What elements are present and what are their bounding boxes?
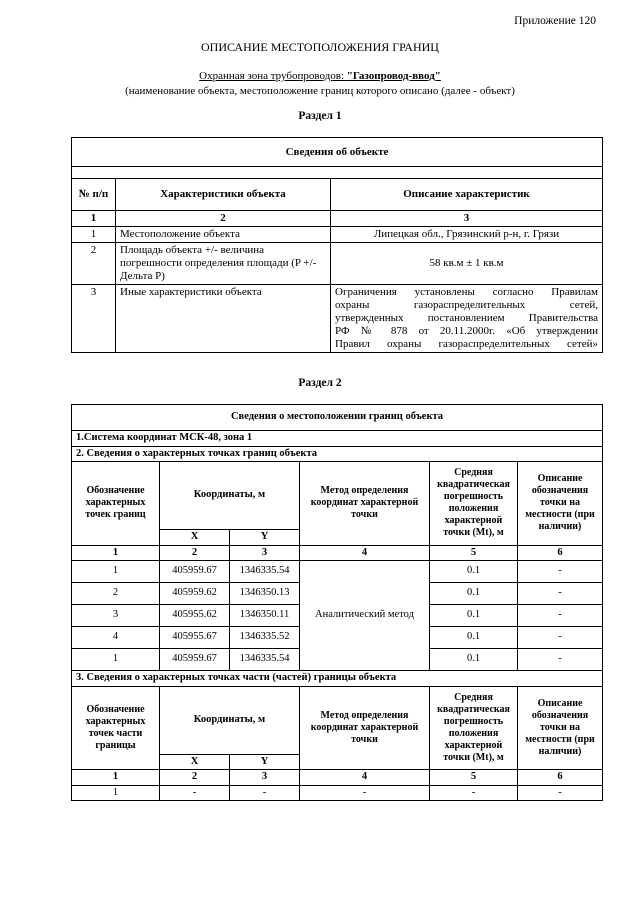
header-method: Метод определения координат характерной точки bbox=[300, 462, 430, 546]
point-error: - bbox=[430, 785, 518, 801]
part-2-title: 2. Сведения о характерных точках границ объекта bbox=[72, 446, 603, 462]
point-x: 405955.62 bbox=[160, 605, 230, 627]
appendix-label: Приложение 120 bbox=[514, 15, 596, 27]
header-characteristics: Характеристики объекта bbox=[116, 179, 331, 211]
boundary-location-table bbox=[71, 404, 603, 801]
column-number: 1 bbox=[72, 770, 160, 786]
point-error: 0.1 bbox=[430, 605, 518, 627]
point-y: 1346335.52 bbox=[230, 627, 300, 649]
boundary-table-title: Сведения о местоположении границ объекта bbox=[72, 405, 603, 431]
description-line: Ограничения установлены согласно Правилам bbox=[335, 286, 598, 298]
table-row bbox=[72, 285, 603, 353]
header-designation: Обозначение характерных точек границ bbox=[72, 462, 160, 546]
row-name: Иные характеристики объекта bbox=[116, 285, 331, 353]
header-x: X bbox=[160, 754, 230, 770]
point-number: 3 bbox=[72, 605, 160, 627]
point-error: 0.1 bbox=[430, 649, 518, 671]
header-error: Средняя квадратическая погрешность положения характерной точки (Mt), м bbox=[430, 686, 518, 770]
column-number: 3 bbox=[230, 545, 300, 561]
point-description: - bbox=[518, 583, 603, 605]
column-number: 4 bbox=[300, 770, 430, 786]
document-title: ОПИСАНИЕ МЕСТОПОЛОЖЕНИЯ ГРАНИЦ bbox=[201, 40, 439, 54]
table-row bbox=[72, 227, 603, 243]
point-y: 1346335.54 bbox=[230, 649, 300, 671]
point-x: 405959.67 bbox=[160, 649, 230, 671]
point-x: 405959.67 bbox=[160, 561, 230, 583]
row-name: Местоположение объекта bbox=[116, 227, 331, 243]
header-error: Средняя квадратическая погрешность положения характерной точки (Mt), м bbox=[430, 462, 518, 546]
object-info-title: Сведения об объекте bbox=[72, 138, 603, 167]
column-number: 6 bbox=[518, 545, 603, 561]
object-info-table bbox=[71, 137, 603, 353]
description-line: охраны газораспределительных сетей, bbox=[335, 299, 598, 311]
coordinate-system: 1.Система координат МСК-48, зона 1 bbox=[72, 431, 603, 447]
point-error: 0.1 bbox=[430, 627, 518, 649]
header-coordinates: Координаты, м bbox=[160, 462, 300, 530]
object-name-line bbox=[0, 70, 640, 82]
method-cell: Аналитический метод bbox=[300, 561, 430, 671]
object-prefix: Охранная зона трубопроводов: bbox=[199, 70, 347, 82]
row-number: 3 bbox=[72, 285, 116, 353]
point-number: 1 bbox=[72, 561, 160, 583]
point-y: 1346335.54 bbox=[230, 561, 300, 583]
point-row bbox=[72, 561, 603, 583]
point-description: - bbox=[518, 561, 603, 583]
row-number: 2 bbox=[72, 243, 116, 285]
point-description: - bbox=[518, 627, 603, 649]
column-number: 3 bbox=[230, 770, 300, 786]
column-number: 1 bbox=[72, 211, 116, 227]
point-number: 2 bbox=[72, 583, 160, 605]
point-x: 405959.62 bbox=[160, 583, 230, 605]
header-number: № п/п bbox=[72, 179, 116, 211]
table-row bbox=[72, 243, 603, 285]
object-note: (наименование объекта, местоположение границ которого описано (далее - объект) bbox=[125, 85, 515, 97]
header-y: Y bbox=[230, 754, 300, 770]
point-description: - bbox=[518, 605, 603, 627]
point-y: 1346350.11 bbox=[230, 605, 300, 627]
header-method: Метод определения координат характерной точки bbox=[300, 686, 430, 770]
point-method: - bbox=[300, 785, 430, 801]
spacer-row bbox=[72, 167, 603, 179]
point-y: 1346350.13 bbox=[230, 583, 300, 605]
header-point-description: Описание обозначения точки на местности (при наличии) bbox=[518, 686, 603, 770]
column-number: 5 bbox=[430, 545, 518, 561]
point-number: 1 bbox=[72, 649, 160, 671]
header-description: Описание характеристик bbox=[331, 179, 603, 211]
row-description bbox=[331, 285, 603, 353]
column-number: 2 bbox=[160, 770, 230, 786]
header-point-description: Описание обозначения точки на местности (при наличии) bbox=[518, 462, 603, 546]
header-y: Y bbox=[230, 530, 300, 546]
row-number: 1 bbox=[72, 227, 116, 243]
column-number: 2 bbox=[116, 211, 331, 227]
point-description: - bbox=[518, 649, 603, 671]
description-line: РФ № 878 от 20.11.2000г. «Об утверждении bbox=[335, 325, 598, 337]
header-coordinates: Координаты, м bbox=[160, 686, 300, 754]
section-2-title: Раздел 2 bbox=[298, 377, 342, 389]
column-number: 4 bbox=[300, 545, 430, 561]
row-name: Площадь объекта +/- величина погрешности определения площади (P +/- Дельта P) bbox=[116, 243, 331, 285]
column-number: 2 bbox=[160, 545, 230, 561]
row-description: Липецкая обл., Грязинский р-н, г. Грязи bbox=[331, 227, 603, 243]
point-number: 4 bbox=[72, 627, 160, 649]
column-number: 3 bbox=[331, 211, 603, 227]
point-error: 0.1 bbox=[430, 583, 518, 605]
point-error: 0.1 bbox=[430, 561, 518, 583]
header-designation-part: Обозначение характерных точек части границы bbox=[72, 686, 160, 770]
point-number: 1 bbox=[72, 785, 160, 801]
section-1-title: Раздел 1 bbox=[298, 110, 342, 122]
point-x: - bbox=[160, 785, 230, 801]
row-description: 58 кв.м ± 1 кв.м bbox=[331, 243, 603, 285]
point-y: - bbox=[230, 785, 300, 801]
description-line: Правил охраны газораспределительных сетей» bbox=[335, 338, 598, 350]
column-number: 1 bbox=[72, 545, 160, 561]
column-number: 6 bbox=[518, 770, 603, 786]
part-3-title: 3. Сведения о характерных точках части (частей) границы объекта bbox=[72, 671, 603, 687]
description-line: утвержденных постановлением Правительства bbox=[335, 312, 598, 324]
column-number: 5 bbox=[430, 770, 518, 786]
object-name: "Газопровод-ввод" bbox=[346, 70, 441, 82]
part-point-row bbox=[72, 785, 603, 801]
header-x: X bbox=[160, 530, 230, 546]
point-x: 405955.67 bbox=[160, 627, 230, 649]
point-description: - bbox=[518, 785, 603, 801]
